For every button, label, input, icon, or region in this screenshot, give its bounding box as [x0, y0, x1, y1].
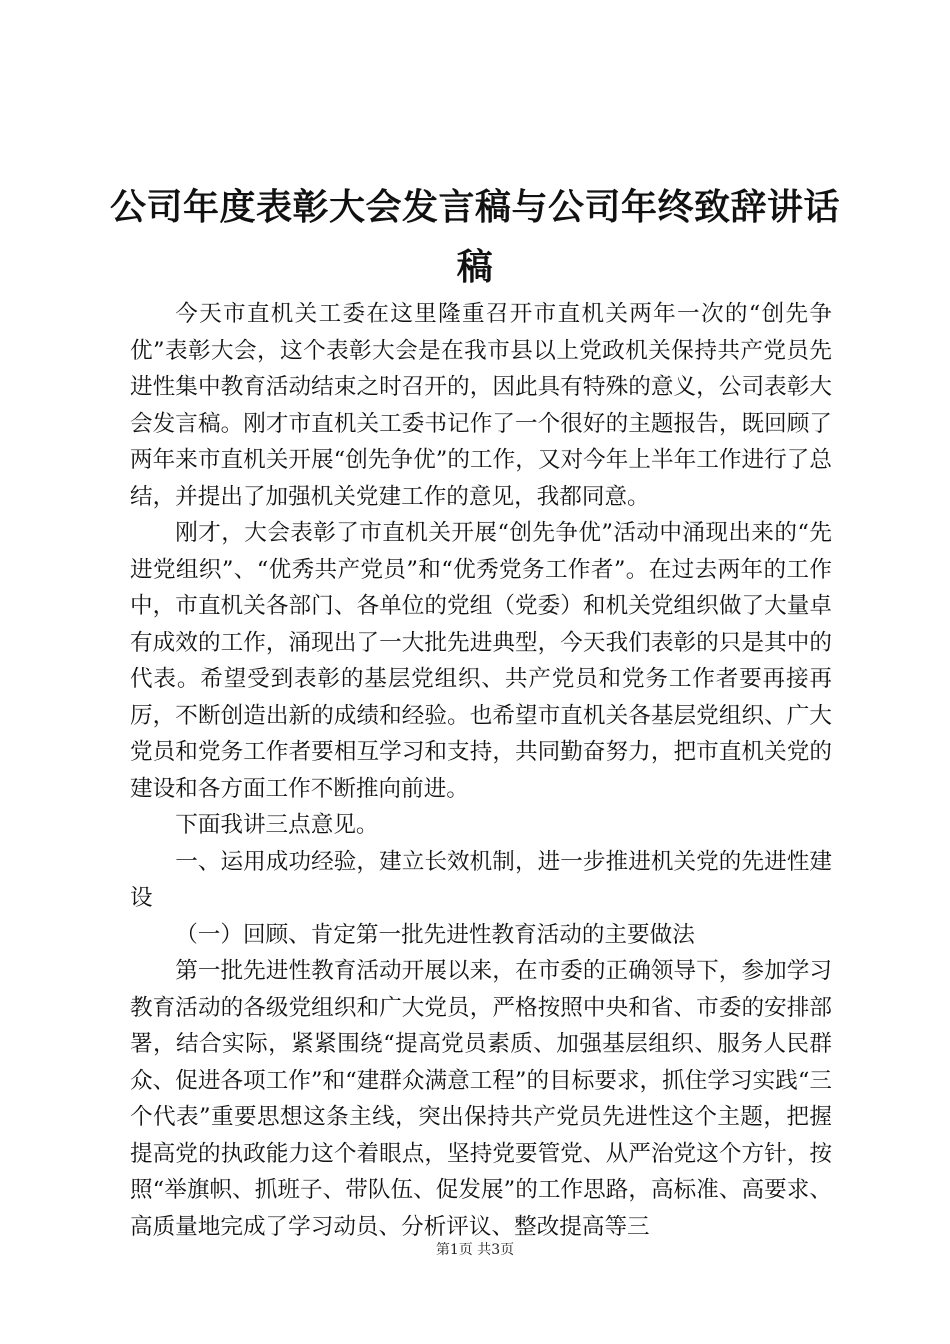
- document-body: [130, 296, 832, 1245]
- section-heading-1: 一、运用成功经验，建立长效机制，进一步推进机关党的先进性建设: [130, 848, 832, 911]
- document-title-line-1: 公司年度表彰大会发言稿与公司年终致辞讲话: [110, 187, 841, 228]
- paragraph-three-points-intro: 下面我讲三点意见。: [175, 812, 379, 838]
- subsection-heading-1-1: （一）回顾、肯定第一批先进性教育活动的主要做法: [175, 921, 695, 948]
- paragraph-first-batch-education: 第一批先进性教育活动开展以来，在市委的正确领导下，参加学习教育活动的各级党组织和广大党员，严格按照中央和省、市委的安排部署，结合实际，紧紧围绕“提高党员素质、加强基层组织、服务人民群众、促进各项工作”和“建群众满意工程”的目标要求，抓住学习实践“三个代表”重要思想这条主线，突出保持共产党员先进性这个主题，把握提高党的执政能力这个着眼点，坚持党要管党、从严治党这个方针，按照“举旗帜、抓班子、带队伍、促发展”的工作思路，高标准、高要求、高质量地完成了学习动员、分析评议、整改提高等三: [130, 958, 832, 1240]
- page-footer: 第1页 共3页: [435, 1242, 515, 1258]
- paragraph-opening: 今天市直机关工委在这里隆重召开市直机关两年一次的“创先争优”表彰大会，这个表彰大会是在我市县以上党政机关保持共产党员先进性集中教育活动结束之时召开的，因此具有特殊的意义，公司表彰大会发言稿。刚才市直机关工委书记作了一个很好的主题报告，既回顾了两年来市直机关开展“创先争优”的工作，又对今年上半年工作进行了总结，并提出了加强机关党建工作的意见，我都同意。: [130, 301, 832, 510]
- document-title-line-2: 稿: [456, 247, 494, 288]
- document-title: [110, 178, 840, 298]
- paragraph-commendation: 刚才，大会表彰了市直机关开展“创先争优”活动中涌现出来的“先进党组织”、“优秀共产党员”和“优秀党务工作者”。在过去两年的工作中，市直机关各部门、各单位的党组（党委）和机关党组织做了大量卓有成效的工作，涌现出了一大批先进典型，今天我们表彰的只是其中的代表。希望受到表彰的基层党组织、共产党员和党务工作者要再接再厉，不断创造出新的成绩和经验。也希望市直机关各基层党组织、广大党员和党务工作者要相互学习和支持，共同勤奋努力，把市直机关党的建设和各方面工作不断推向前进。: [130, 520, 832, 802]
